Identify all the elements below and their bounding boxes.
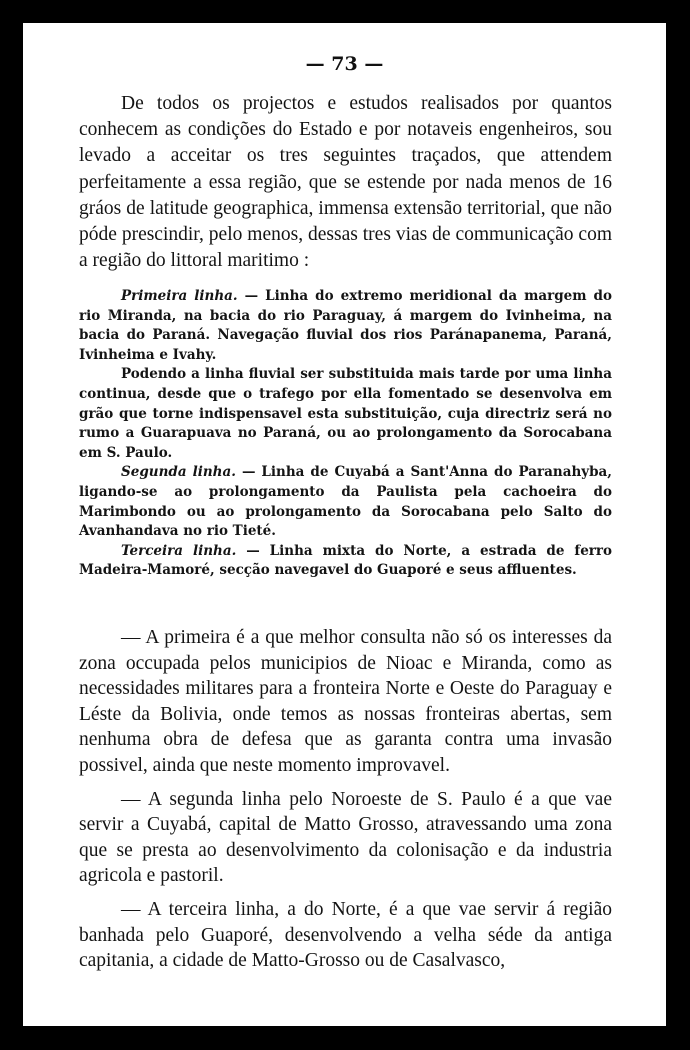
intro-paragraph: De todos os projectos e estudos realisados por quantos conhecem as condições do Estado e por notaveis engenheiros, sou levado a acceitar os tres seguintes traçados, que attendem perfeitamente a essa região, que se estende por nada menos de 16 gráos de latitude geographica, immensa extensão territorial, que não póde prescindir, pelo menos, dessas tres vias de communicação com a região do littoral maritimo : [79,93,612,272]
route-name: Segunda linha. [121,464,236,481]
route-first-line [79,287,612,365]
discussion-paragraph-second: — A segunda linha pelo Noroeste de S. Paulo é a que vae servir a Cuyabá, capital de Matto Grosso, atravessando uma zona que se presta ao desenvolvimento da colonisação e da industria agricola e pastoril. [79,788,612,887]
route-second-line [79,463,612,541]
discussion-paragraph-first: — A primeira é a que melhor consulta não só os interesses da zona occupada pelos municipios de Nioac e Miranda, como as necessidades militares para a fronteira Norte e Oeste do Paraguay e Léste da Bolivia, onde temos as nossas fronteiras abertas, sem nenhuma obra de defesa que as garanta contra uma invasão possivel, ainda que neste momento improvavel. [79,627,612,776]
route-text: — Linha do extremo meridional da margem do rio Miranda, na bacia do rio Paraguay, á margem do Ivinheima, na bacia do Paraná. Navegação fluvial dos rios Paránapanema, Paraná, Ivinheima e Ivahy. [79,288,612,363]
route-text: Podendo a linha fluvial ser substituida mais tarde por uma linha continua, desde que o trafego por ella fomentado se desenvolva em grão que torne indispensavel esta substituição, cuja directriz será no rumo a Guarapuava no Paraná, ou ao prolongamento da Sorocabana em S. Paulo. [79,366,612,461]
page-number: — 73 — [305,53,384,75]
intro-section [79,91,612,274]
route-text: — Linha mixta do Norte, a estrada de ferro Madeira-Mamoré, secção navegavel do Guaporé e seus affluentes. [79,542,613,579]
discussion-paragraph-third: — A terceira linha, a do Norte, é a que vae servir á região banhada pelo Guaporé, desenvolvendo a velha séde da antiga capitania, a cidade de Matto-Grosso ou de Casalvasco, [79,898,612,972]
route-text: — Linha de Cuyabá a Sant'Anna do Paranahyba, ligando-se ao prolongamento da Paulista pela cachoeira do Marimbondo ou ao prolongamento da Sorocabana pelo Salto do Avanhandava no rio Tieté. [79,464,612,540]
book-page [23,23,666,1026]
railway-routes-list [79,287,612,581]
route-name: Terceira linha. [121,542,237,559]
route-name: Primeira linha. [121,288,238,304]
route-third-line [79,542,612,581]
route-fluvial-note [79,365,612,463]
discussion-section [79,625,612,982]
